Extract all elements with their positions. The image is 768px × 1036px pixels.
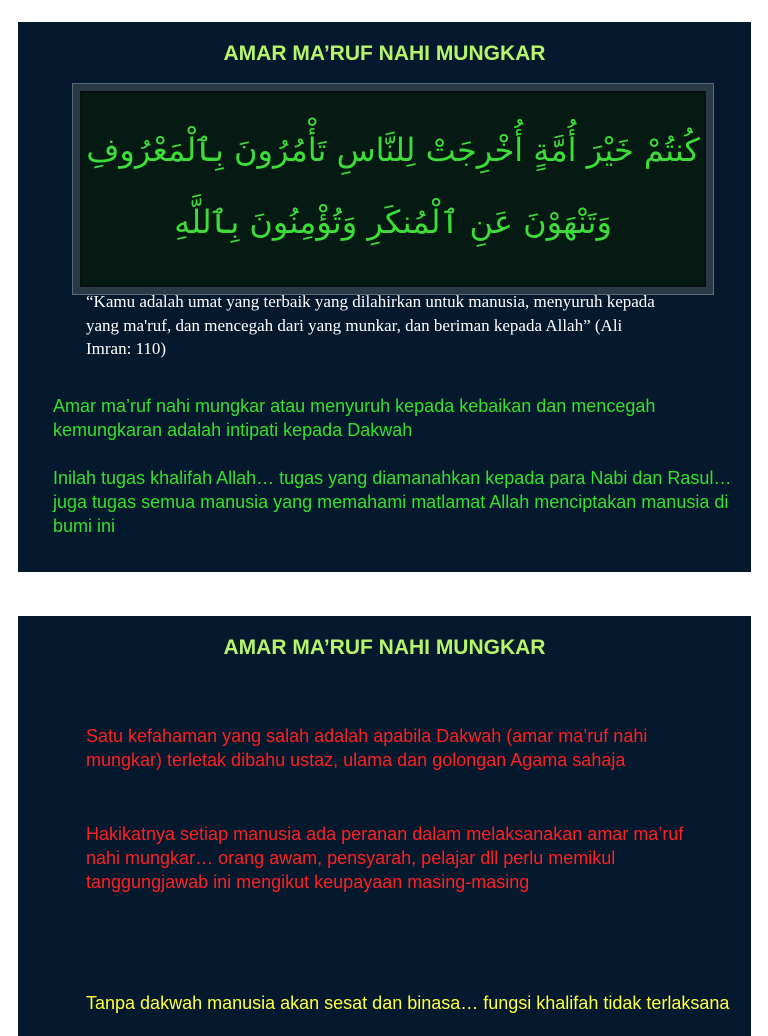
paragraph-kefahaman-salah: Satu kefahaman yang salah adalah apabila Dakwah (amar ma’ruf nahi mungkar) terletak dibahu ustaz, ulama dan golongan Agama sahaja: [86, 726, 648, 770]
slide-2: [18, 616, 751, 1036]
verse-translation: “Kamu adalah umat yang terbaik yang dilahirkan untuk manusia, menyuruh kepada yang ma'ruf, dan mencegah dari yang munkar, dan beriman kepada Allah” (Ali Imran: 110): [86, 292, 655, 358]
paragraph-hakikat-peranan: Hakikatnya setiap manusia ada peranan dalam melaksanakan amar ma’ruf nahi mungkar… orang awam, pensyarah, pelajar dll perlu memikul tanggungjawab ini mengikut keupayaan masing-masing: [86, 824, 684, 892]
slide-1: [18, 22, 751, 572]
arabic-verse-line-2: وَتَنْهَوْنَ عَنِ ٱلْمُنكَرِ وَتُؤْمِنُونَ بِٱللَّهِ: [174, 203, 612, 241]
paragraph-tugas-khalifah: Inilah tugas khalifah Allah… tugas yang diamanahkan kepada para Nabi dan Rasul… juga tugas semua manusia yang memahami matlamat Allah menciptakan manusia di bumi ini: [53, 468, 732, 536]
paragraph-intipati-dakwah: Amar ma’ruf nahi mungkar atau menyuruh kepada kebaikan dan mencegah kemungkaran adalah intipati kepada Dakwah: [53, 396, 656, 440]
slide-title: AMAR MA’RUF NAHI MUNGKAR: [223, 42, 546, 65]
quran-verse-frame: [73, 84, 713, 294]
paragraph-tanpa-dakwah: Tanpa dakwah manusia akan sesat dan binasa… fungsi khalifah tidak terlaksana: [86, 993, 730, 1013]
arabic-verse-line-1: كُنتُمْ خَيْرَ أُمَّةٍ أُخْرِجَتْ لِلنَّاسِ تَأْمُرُونَ بِٱلْمَعْرُوفِ: [86, 131, 700, 169]
slide-title: AMAR MA’RUF NAHI MUNGKAR: [223, 636, 546, 659]
